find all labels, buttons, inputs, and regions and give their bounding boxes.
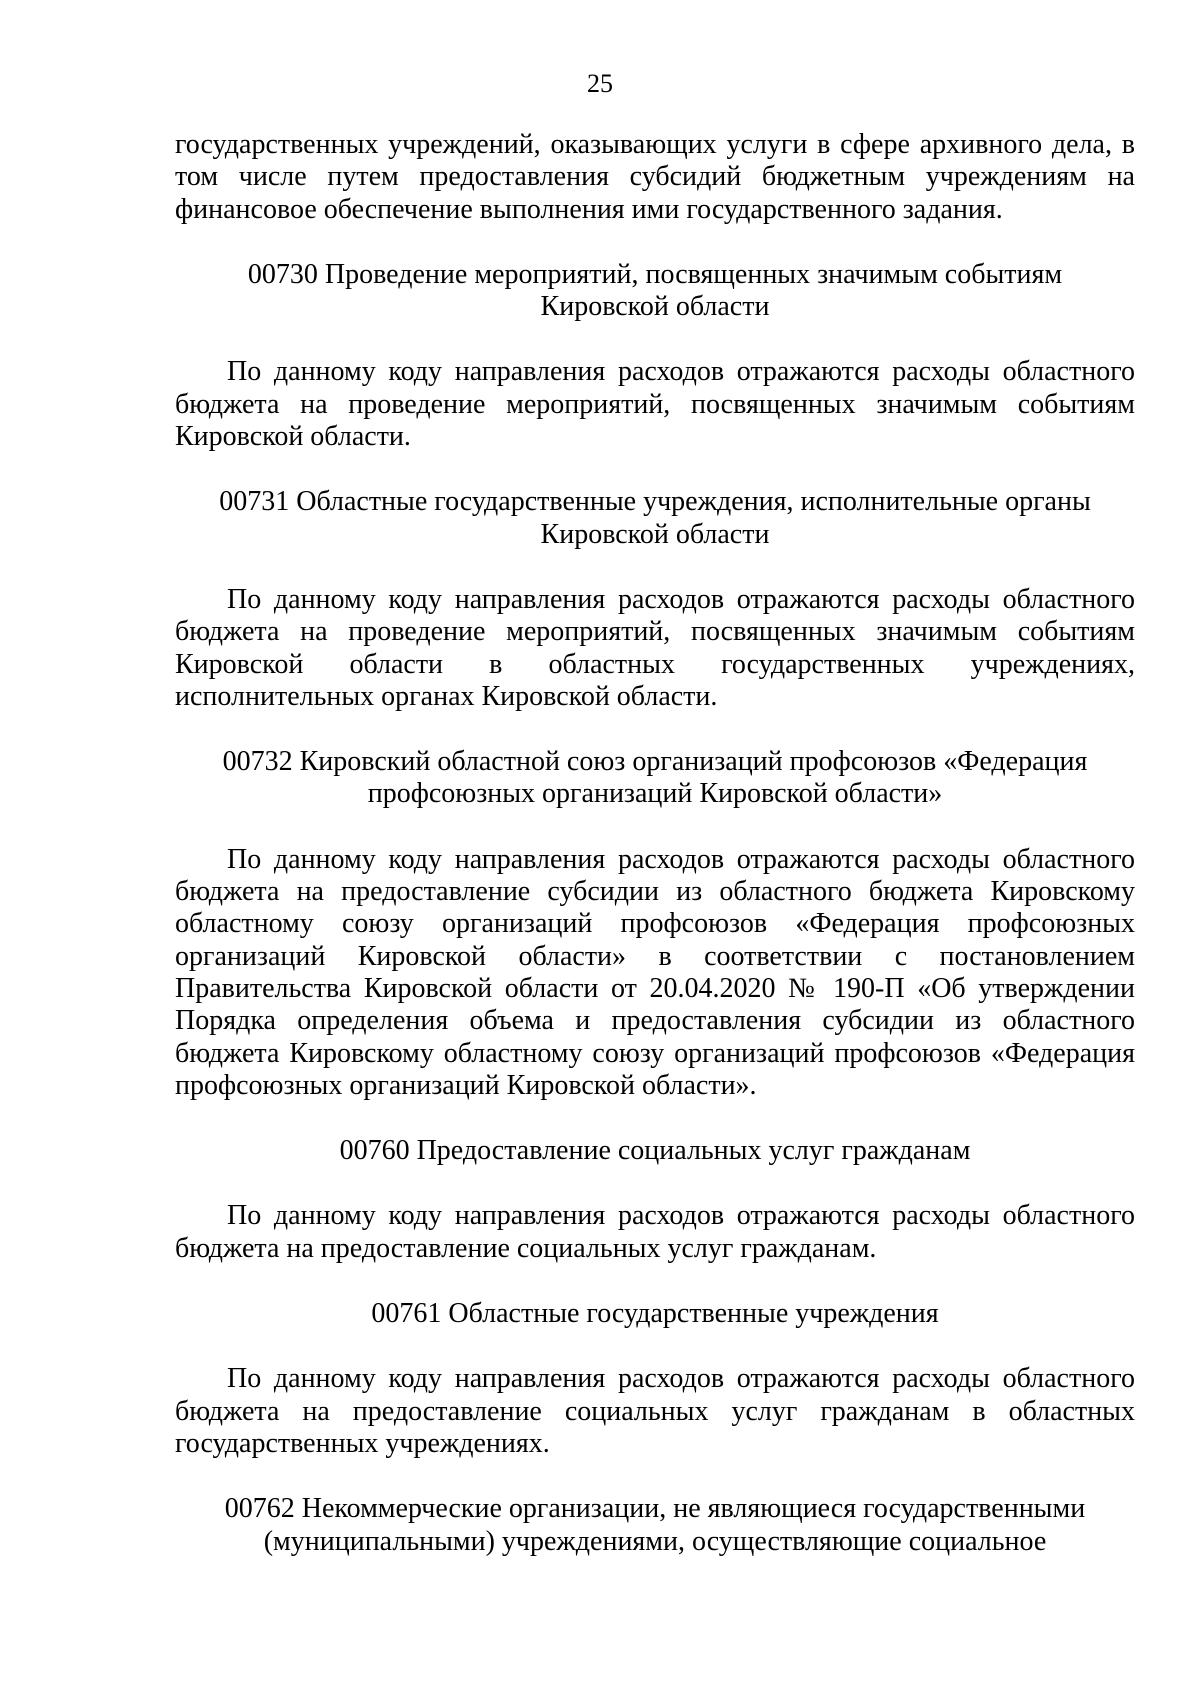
spacer xyxy=(175,1102,1135,1135)
paragraph-00760: По данному коду направления расходов отражаются расходы областного бюджета на предоставление социальных услуг гражданам. xyxy=(175,1200,1135,1264)
paragraph-00761: По данному коду направления расходов отражаются расходы областного бюджета на предоставление социальных услуг гражданам в областных государственных учреждениях. xyxy=(175,1363,1135,1459)
section-heading-00760: 00760 Предоставление социальных услуг гражданам xyxy=(339,1135,971,1167)
section-heading-00761: 00761 Областные государственные учреждения xyxy=(371,1298,939,1330)
document-body xyxy=(175,129,1135,1558)
paragraph-00730: По данному коду направления расходов отражаются расходы областного бюджета на проведение мероприятий, посвященных значимым событиям Кировской области. xyxy=(175,356,1135,453)
spacer xyxy=(175,1167,1135,1200)
spacer xyxy=(175,551,1135,584)
paragraph-continuation: государственных учреждений, оказывающих услуги в сфере архивного дела, в том числе путем предоставления субсидий бюджетным учреждениям на финансовое обеспечение выполнения ими государственного задания. xyxy=(175,129,1135,225)
spacer xyxy=(175,1265,1135,1298)
spacer xyxy=(175,1460,1135,1493)
section-heading-00731: 00731 Областные государственные учреждения, исполнительные органы Кировской области xyxy=(219,486,1091,550)
page-number: 25 xyxy=(587,69,613,98)
spacer xyxy=(175,226,1135,259)
section-heading-00762: 00762 Некоммерческие организации, не являющиеся государственными (муниципальными) учреждениями, осуществляющие социальное xyxy=(224,1493,1086,1557)
paragraph-00731: По данному коду направления расходов отражаются расходы областного бюджета на проведение мероприятий, посвященных значимым событиям Кировской области в областных государственных учреждениях, исполнительных органах Кировской области. xyxy=(175,583,1135,712)
spacer xyxy=(175,453,1135,486)
spacer xyxy=(175,713,1135,746)
spacer xyxy=(175,811,1135,844)
paragraph-00732: По данному коду направления расходов отражаются расходы областного бюджета на предоставление субсидии из областного бюджета Кировскому областному союзу организаций профсоюзов «Федерация профсоюзных организаций Кировской области» в соответствии с постановлением Правительства Кировской области от 20.04.2020 № 190-П «Об утверждении Порядка определения объема и предоставления субсидии из областного бюджета Кировскому областному союзу организаций профсоюзов «Федерация профсоюзных организаций Кировской области». xyxy=(175,843,1135,1101)
spacer xyxy=(175,323,1135,356)
section-heading-00730: 00730 Проведение мероприятий, посвященных значимым событиям Кировской области xyxy=(247,258,1063,323)
section-heading-00732: 00732 Кировский областной союз организаций профсоюзов «Федерация профсоюзных организаций Кировской области» xyxy=(222,746,1088,810)
spacer xyxy=(175,1330,1135,1363)
